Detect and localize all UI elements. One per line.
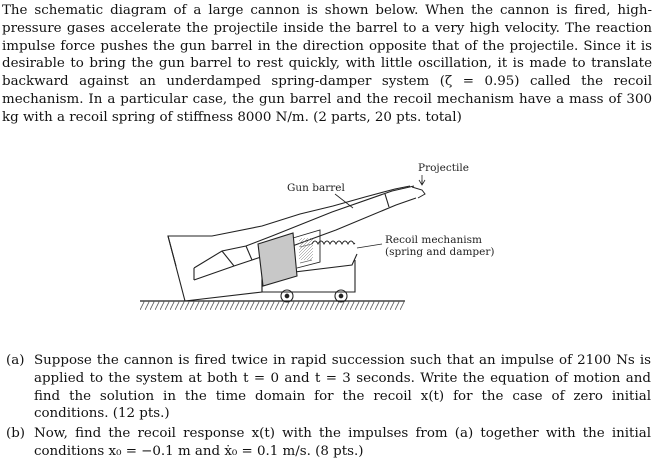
projectile-label: Projectile [418,162,469,174]
recoil-leader [357,244,382,248]
part-b [6,425,651,461]
cannon-schematic [0,150,658,340]
problem-parts [6,352,651,463]
ground [140,301,405,310]
recoil-spring-damper [293,230,355,268]
part-b-text: Now, find the recoil response x(t) with the impulses from (a) together with the initial conditions x₀ = −0.1 m and ẋ₀ = 0.1 m/s. (8 pts.) [34,426,651,459]
part-b-marker: (b) [6,426,26,442]
problem-intro: The schematic diagram of a large cannon is shown below. When the cannon is fired, high-pressure gases accelerate the projectile inside the barrel to a very high velocity. The reaction impulse force pushes the gun barrel in the direction opposite that of the projectile. Since it is desirable to bring the gun barrel to rest quickly, with little oscillation, it is made to translate backward against an underdamped spring-damper system (ζ = 0.95) called the recoil mechanism. In a particular case, the gun barrel and the recoil mechanism have a mass of 300 kg with a recoil spring of stiffness 8000 N/m. (2 parts, 20 pts. total) [2,3,652,125]
part-a-marker: (a) [6,353,25,368]
recoil-mechanism-label: Recoil mechanism [385,234,482,246]
recoil-mechanism-sublabel: (spring and damper) [385,246,495,258]
part-a [6,352,651,423]
gun-barrel-label: Gun barrel [287,182,345,194]
part-a-text: Suppose the cannon is fired twice in rapid succession such that an impulse of 2100 Ns is applied to the system at both t = 0 and t = 3 seconds. Write the equation of motion and find the solution in the time domain for the recoil x(t) for the case of zero initial conditions. (12 pts.) [34,353,651,422]
cannon-diagram [0,150,658,340]
recoil-block [258,233,297,286]
